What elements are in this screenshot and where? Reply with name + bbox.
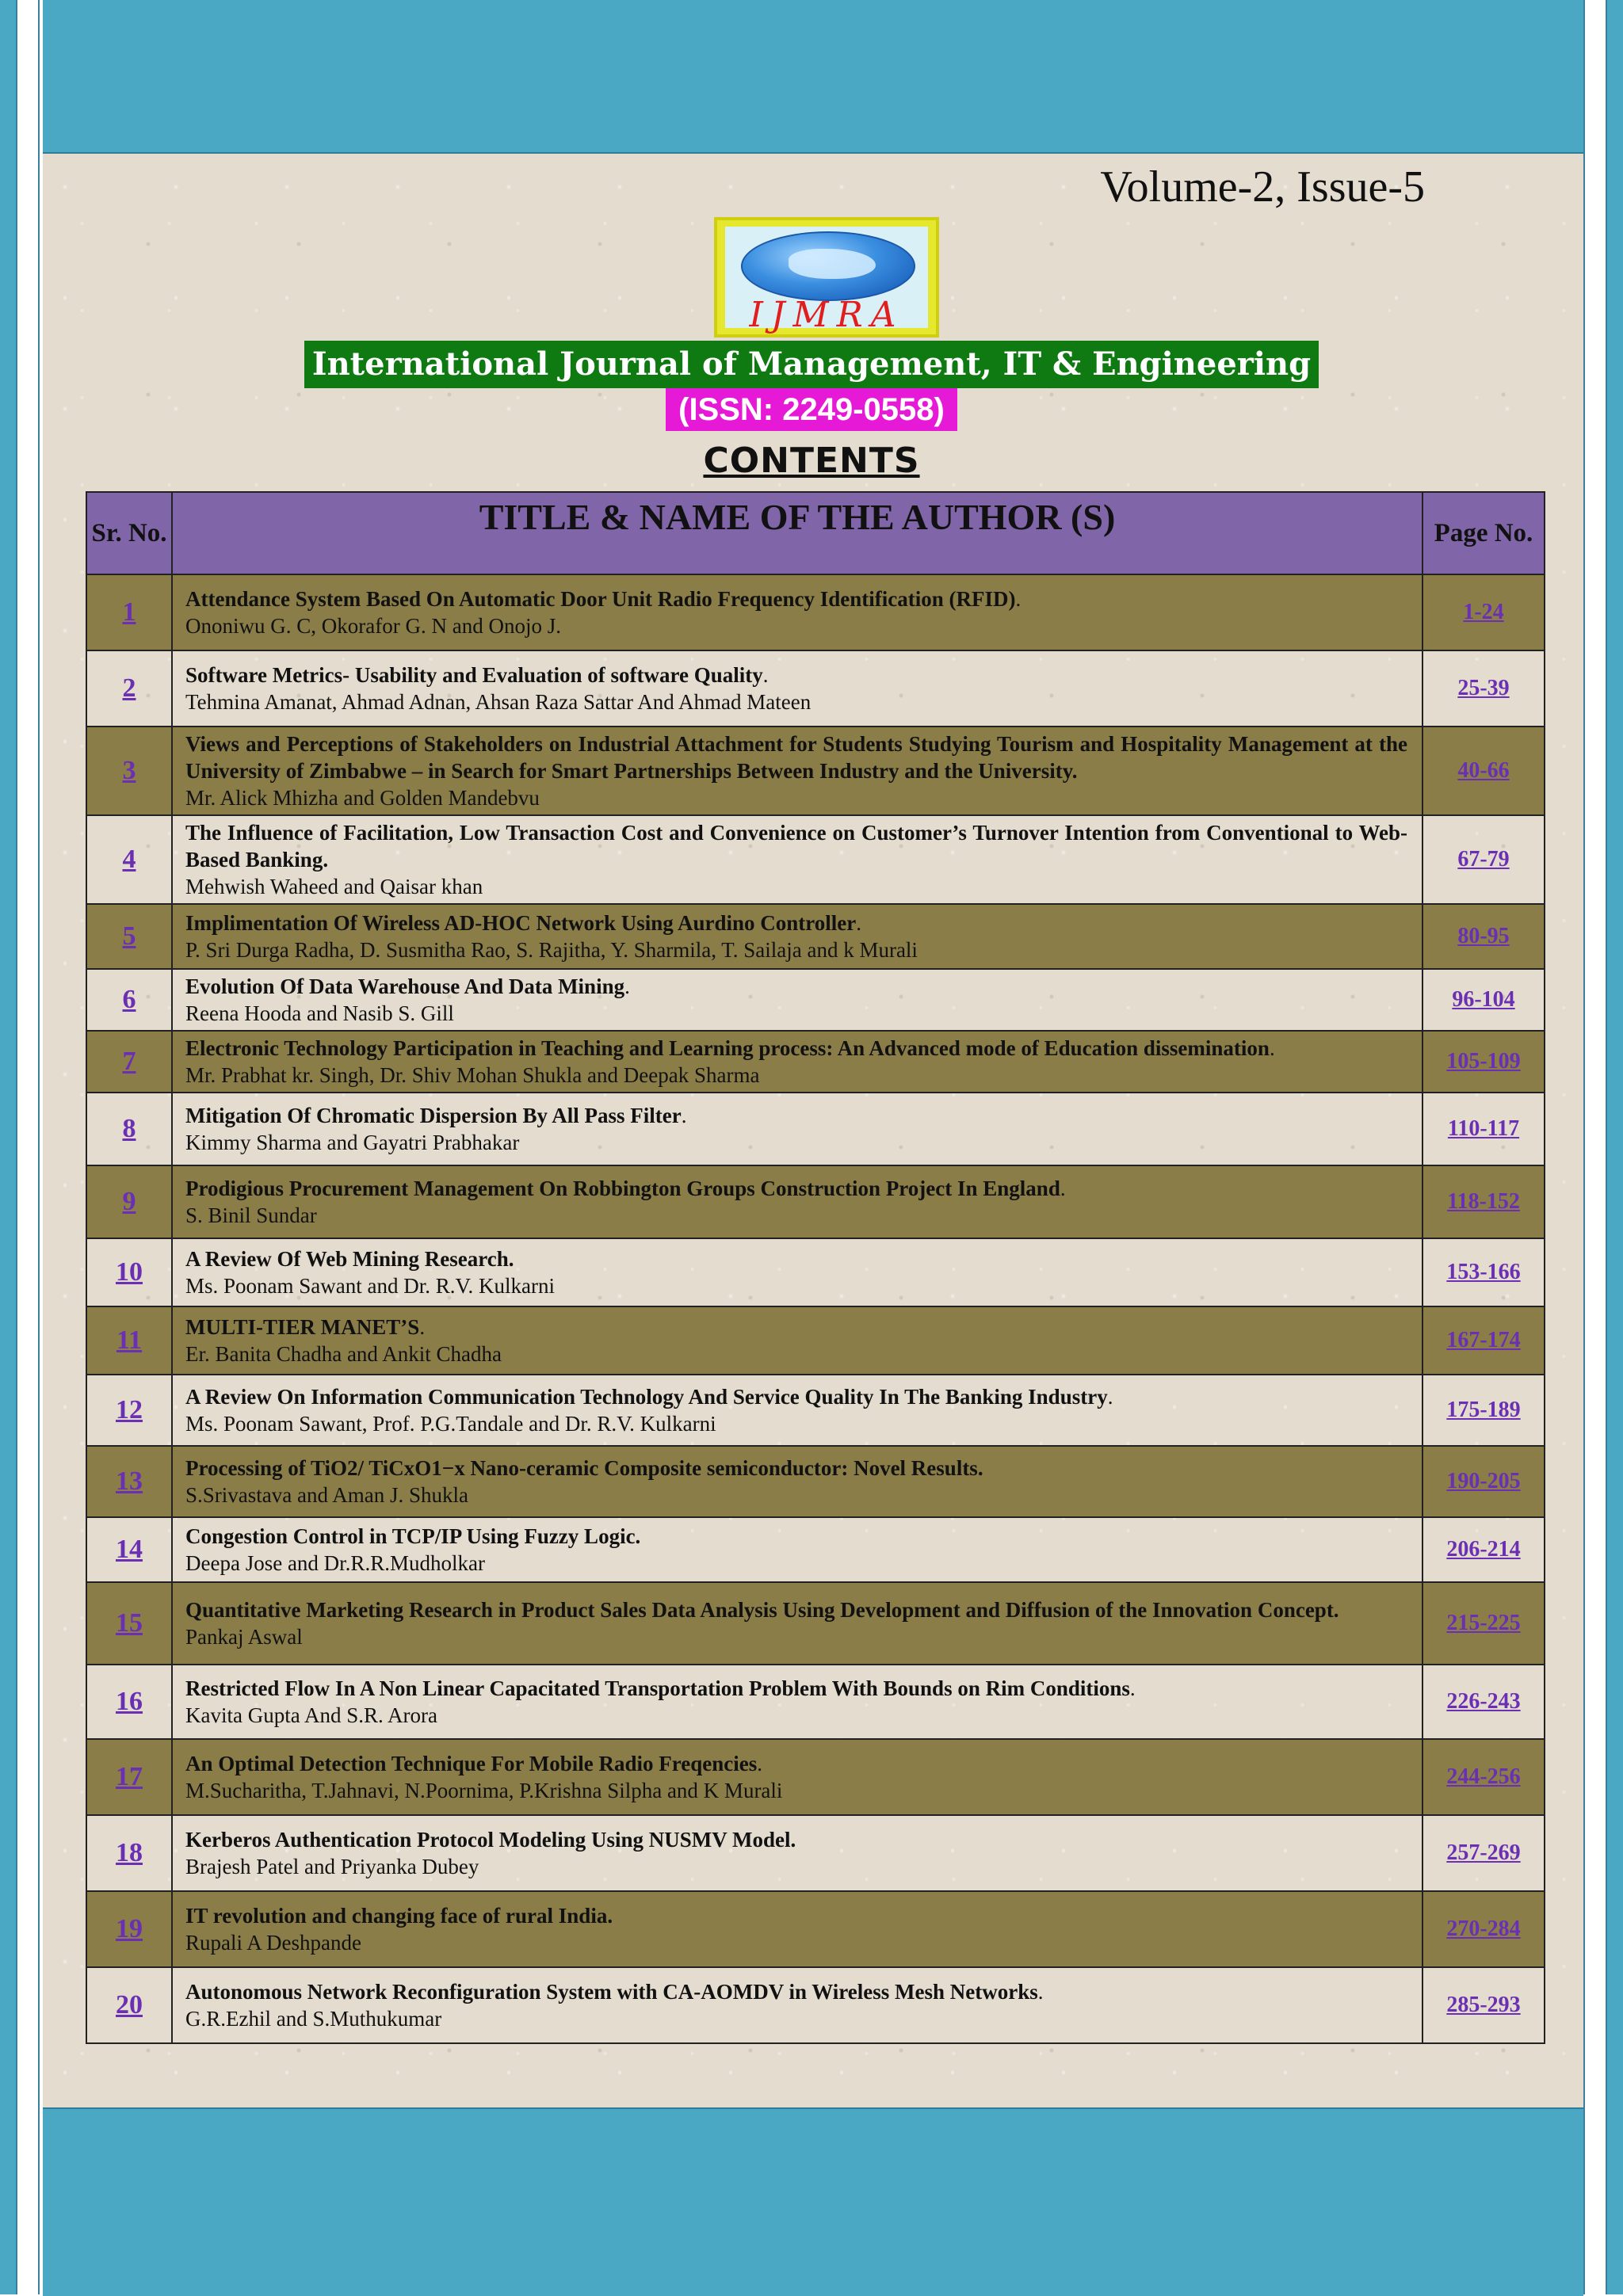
right-frame-edge bbox=[1607, 0, 1623, 2294]
page-range-link[interactable]: 285-293 bbox=[1446, 1993, 1521, 2017]
article-title: Prodigious Procurement Management On Robbington Groups Construction Project In England bbox=[185, 1177, 1060, 1200]
article-authors: S.Srivastava and Aman J. Shukla bbox=[185, 1483, 468, 1507]
table-row bbox=[86, 1238, 1545, 1306]
title-punctuation: . bbox=[419, 1315, 426, 1339]
serial-link[interactable]: 6 bbox=[122, 985, 136, 1014]
row-serial-cell bbox=[86, 1375, 172, 1446]
article-title: Views and Perceptions of Stakeholders on Industrial Attachment for Students Studying Tourism and Hospitality Management at the University of Zimbabwe – in Search for Smart Partnerships Between Industry and the University. bbox=[185, 732, 1407, 783]
article-title: Autonomous Network Reconfiguration System with CA-AOMDV in Wireless Mesh Networks bbox=[185, 1980, 1038, 2004]
page-range-link[interactable]: 190-205 bbox=[1446, 1469, 1521, 1493]
col-header-sr: Sr. No. bbox=[86, 492, 172, 574]
article-authors: Brajesh Patel and Priyanka Dubey bbox=[185, 1855, 479, 1878]
table-row bbox=[86, 574, 1545, 650]
row-entry-cell bbox=[172, 1446, 1423, 1517]
page-range-link[interactable]: 270-284 bbox=[1446, 1917, 1521, 1941]
row-serial-cell bbox=[86, 1165, 172, 1238]
journal-title: International Journal of Management, IT & Engineering bbox=[304, 341, 1319, 388]
article-authors: Ms. Poonam Sawant and Dr. R.V. Kulkarni bbox=[185, 1274, 555, 1298]
article-authors: Deepa Jose and Dr.R.R.Mudholkar bbox=[185, 1551, 485, 1575]
bottom-banner bbox=[43, 2107, 1583, 2296]
row-serial-cell bbox=[86, 1815, 172, 1891]
logo-text: IJMRA bbox=[749, 295, 904, 335]
article-authors: Ms. Poonam Sawant, Prof. P.G.Tandale and Dr. R.V. Kulkarni bbox=[185, 1412, 716, 1436]
row-serial-cell bbox=[86, 969, 172, 1031]
title-punctuation: . bbox=[681, 1104, 687, 1127]
contents-heading: CONTENTS bbox=[703, 441, 920, 481]
title-punctuation: . bbox=[1269, 1036, 1275, 1060]
article-authors: Kimmy Sharma and Gayatri Prabhakar bbox=[185, 1131, 520, 1154]
article-title: Quantitative Marketing Research in Product Sales Data Analysis Using Development and Diffusion of the Innovation Concept. bbox=[185, 1598, 1339, 1622]
row-serial-cell bbox=[86, 1031, 172, 1093]
title-punctuation: . bbox=[757, 1752, 762, 1775]
row-serial-cell bbox=[86, 815, 172, 904]
row-serial-cell bbox=[86, 1446, 172, 1517]
article-title: Kerberos Authentication Protocol Modeling Using NUSMV Model. bbox=[185, 1828, 796, 1852]
article-authors: Mr. Prabhat kr. Singh, Dr. Shiv Mohan Shukla and Deepak Sharma bbox=[185, 1063, 760, 1087]
page-range-link[interactable]: 40-66 bbox=[1457, 758, 1510, 783]
table-row bbox=[86, 1165, 1545, 1238]
page-range-link[interactable]: 153-166 bbox=[1446, 1260, 1521, 1284]
title-punctuation: . bbox=[1107, 1385, 1113, 1409]
row-entry-cell bbox=[172, 727, 1423, 815]
table-row bbox=[86, 1375, 1545, 1446]
row-page-cell bbox=[1423, 650, 1545, 727]
table-row bbox=[86, 1093, 1545, 1165]
table-row bbox=[86, 1891, 1545, 1967]
page-range-link[interactable]: 167-174 bbox=[1446, 1328, 1521, 1352]
article-title: MULTI-TIER MANET’S bbox=[185, 1315, 420, 1339]
article-title: Processing of TiO2/ TiCxO1−x Nano-ceramic Composite semiconductor: Novel Results. bbox=[185, 1456, 983, 1480]
row-serial-cell bbox=[86, 1582, 172, 1665]
title-punctuation: . bbox=[1129, 1676, 1136, 1700]
article-authors: G.R.Ezhil and S.Muthukumar bbox=[185, 2007, 442, 2031]
article-authors: P. Sri Durga Radha, D. Susmitha Rao, S. Rajitha, Y. Sharmila, T. Sailaja and k Murali bbox=[185, 938, 918, 962]
table-row bbox=[86, 1967, 1545, 2043]
row-entry-cell bbox=[172, 1582, 1423, 1665]
page-range-link[interactable]: 67-79 bbox=[1457, 847, 1510, 871]
volume-issue: Volume-2, Issue-5 bbox=[1100, 162, 1425, 212]
article-authors: Er. Banita Chadha and Ankit Chadha bbox=[185, 1342, 502, 1366]
serial-link[interactable]: 19 bbox=[116, 1914, 143, 1943]
serial-link[interactable]: 11 bbox=[116, 1325, 143, 1355]
contents-table bbox=[86, 491, 1545, 2044]
table-row bbox=[86, 969, 1545, 1031]
row-page-cell bbox=[1423, 1165, 1545, 1238]
row-page-cell bbox=[1423, 727, 1545, 815]
title-punctuation: . bbox=[1015, 587, 1022, 611]
row-page-cell bbox=[1423, 1967, 1545, 2043]
article-authors: S. Binil Sundar bbox=[185, 1203, 317, 1227]
right-frame-gap bbox=[1583, 0, 1607, 2294]
page-range-link[interactable]: 244-256 bbox=[1446, 1764, 1521, 1789]
row-serial-cell bbox=[86, 1517, 172, 1582]
article-title: Congestion Control in TCP/IP Using Fuzzy Logic. bbox=[185, 1524, 641, 1548]
article-title: Evolution Of Data Warehouse And Data Mining bbox=[185, 974, 625, 998]
serial-link[interactable]: 5 bbox=[122, 921, 136, 951]
table-row bbox=[86, 727, 1545, 815]
serial-link[interactable]: 3 bbox=[122, 756, 136, 785]
row-entry-cell bbox=[172, 815, 1423, 904]
article-authors: Pankaj Aswal bbox=[185, 1625, 303, 1649]
table-row bbox=[86, 1739, 1545, 1815]
article-title: The Influence of Facilitation, Low Transaction Cost and Convenience on Customer’s Turnover Intention from Conventional to Web-Based Banking. bbox=[185, 821, 1407, 871]
serial-link[interactable]: 14 bbox=[116, 1535, 143, 1564]
table-body bbox=[86, 574, 1545, 2043]
article-authors: M.Sucharitha, T.Jahnavi, N.Poornima, P.Krishna Silpha and K Murali bbox=[185, 1779, 783, 1802]
row-entry-cell bbox=[172, 1375, 1423, 1446]
top-banner bbox=[43, 0, 1583, 154]
serial-link[interactable]: 8 bbox=[122, 1114, 136, 1143]
row-entry-cell bbox=[172, 1093, 1423, 1165]
row-serial-cell bbox=[86, 650, 172, 727]
table-row bbox=[86, 1306, 1545, 1375]
page-range-link[interactable]: 226-243 bbox=[1446, 1689, 1521, 1714]
page-range-link[interactable]: 96-104 bbox=[1452, 987, 1515, 1012]
article-title: A Review On Information Communication Technology And Service Quality In The Banking Industry bbox=[185, 1385, 1108, 1409]
row-serial-cell bbox=[86, 1306, 172, 1375]
row-entry-cell bbox=[172, 1891, 1423, 1967]
page-range-link[interactable]: 206-214 bbox=[1446, 1537, 1521, 1562]
article-authors: Mehwish Waheed and Qaisar khan bbox=[185, 875, 483, 898]
serial-link[interactable]: 20 bbox=[116, 1990, 143, 2019]
row-page-cell bbox=[1423, 1582, 1545, 1665]
globe-icon bbox=[741, 231, 915, 301]
journal-logo bbox=[714, 217, 939, 338]
article-authors: Tehmina Amanat, Ahmad Adnan, Ahsan Raza Sattar And Ahmad Mateen bbox=[185, 690, 812, 714]
row-serial-cell bbox=[86, 727, 172, 815]
table-row bbox=[86, 904, 1545, 969]
row-page-cell bbox=[1423, 904, 1545, 969]
row-page-cell bbox=[1423, 574, 1545, 650]
row-serial-cell bbox=[86, 1238, 172, 1306]
row-serial-cell bbox=[86, 1891, 172, 1967]
issn-badge: (ISSN: 2249-0558) bbox=[666, 388, 957, 431]
article-authors: Reena Hooda and Nasib S. Gill bbox=[185, 1001, 454, 1025]
row-entry-cell bbox=[172, 904, 1423, 969]
serial-link[interactable]: 17 bbox=[116, 1762, 143, 1791]
serial-link[interactable]: 4 bbox=[122, 845, 136, 874]
row-serial-cell bbox=[86, 1665, 172, 1739]
row-entry-cell bbox=[172, 1165, 1423, 1238]
row-page-cell bbox=[1423, 1093, 1545, 1165]
serial-link[interactable]: 1 bbox=[122, 597, 136, 627]
page-range-link[interactable]: 80-95 bbox=[1457, 924, 1510, 948]
article-title: Electronic Technology Participation in Teaching and Learning process: An Advanced mode of Education dissemination bbox=[185, 1036, 1270, 1060]
serial-link[interactable]: 16 bbox=[116, 1687, 143, 1716]
serial-link[interactable]: 7 bbox=[122, 1047, 136, 1076]
table-row bbox=[86, 815, 1545, 904]
serial-link[interactable]: 9 bbox=[122, 1187, 136, 1216]
article-title: Attendance System Based On Automatic Door Unit Radio Frequency Identification (RFID) bbox=[185, 587, 1016, 611]
table-row bbox=[86, 1665, 1545, 1739]
col-header-page: Page No. bbox=[1423, 492, 1545, 574]
row-page-cell bbox=[1423, 1306, 1545, 1375]
article-title: Mitigation Of Chromatic Dispersion By All Pass Filter bbox=[185, 1104, 682, 1127]
left-frame-edge bbox=[0, 0, 16, 2294]
row-page-cell bbox=[1423, 1517, 1545, 1582]
row-page-cell bbox=[1423, 1891, 1545, 1967]
row-entry-cell bbox=[172, 1517, 1423, 1582]
row-entry-cell bbox=[172, 1665, 1423, 1739]
article-authors: Ononiwu G. C, Okorafor G. N and Onojo J. bbox=[185, 614, 561, 638]
row-page-cell bbox=[1423, 1739, 1545, 1815]
article-title: Software Metrics- Usability and Evaluation of software Quality bbox=[185, 663, 763, 687]
page-range-link[interactable]: 105-109 bbox=[1446, 1049, 1521, 1074]
row-entry-cell bbox=[172, 1739, 1423, 1815]
table-row bbox=[86, 1582, 1545, 1665]
page-range-link[interactable]: 215-225 bbox=[1446, 1611, 1521, 1635]
table-row bbox=[86, 1031, 1545, 1093]
row-entry-cell bbox=[172, 969, 1423, 1031]
serial-link[interactable]: 13 bbox=[116, 1466, 143, 1496]
row-entry-cell bbox=[172, 1815, 1423, 1891]
page-range-link[interactable]: 118-152 bbox=[1447, 1189, 1520, 1214]
serial-link[interactable]: 12 bbox=[116, 1395, 143, 1425]
left-frame-gap bbox=[16, 0, 40, 2294]
table-row bbox=[86, 1446, 1545, 1517]
page-range-link[interactable]: 1-24 bbox=[1463, 600, 1504, 624]
title-punctuation: . bbox=[1037, 1980, 1044, 2004]
article-title: Implimentation Of Wireless AD-HOC Network Using Aurdino Controller bbox=[185, 911, 857, 935]
page-range-link[interactable]: 25-39 bbox=[1457, 676, 1510, 700]
article-title: IT revolution and changing face of rural India. bbox=[185, 1904, 613, 1928]
row-serial-cell bbox=[86, 904, 172, 969]
row-page-cell bbox=[1423, 969, 1545, 1031]
row-entry-cell bbox=[172, 650, 1423, 727]
row-entry-cell bbox=[172, 1306, 1423, 1375]
row-page-cell bbox=[1423, 1375, 1545, 1446]
row-entry-cell bbox=[172, 1238, 1423, 1306]
page-range-link[interactable]: 257-269 bbox=[1446, 1840, 1521, 1865]
row-serial-cell bbox=[86, 1967, 172, 2043]
row-entry-cell bbox=[172, 1967, 1423, 2043]
article-authors: Mr. Alick Mhizha and Golden Mandebvu bbox=[185, 786, 540, 810]
table-row bbox=[86, 1517, 1545, 1582]
table-row bbox=[86, 1815, 1545, 1891]
row-serial-cell bbox=[86, 1093, 172, 1165]
row-page-cell bbox=[1423, 1446, 1545, 1517]
row-entry-cell bbox=[172, 1031, 1423, 1093]
page-range-link[interactable]: 110-117 bbox=[1447, 1116, 1520, 1141]
article-authors: Kavita Gupta And S.R. Arora bbox=[185, 1703, 437, 1727]
title-punctuation: . bbox=[624, 974, 630, 998]
table-row bbox=[86, 650, 1545, 727]
row-page-cell bbox=[1423, 1238, 1545, 1306]
article-title: Restricted Flow In A Non Linear Capacitated Transportation Problem With Bounds on Rim Conditions bbox=[185, 1676, 1130, 1700]
article-title: A Review Of Web Mining Research. bbox=[185, 1247, 514, 1271]
row-page-cell bbox=[1423, 1031, 1545, 1093]
article-authors: Rupali A Deshpande bbox=[185, 1931, 361, 1955]
serial-link[interactable]: 10 bbox=[116, 1257, 143, 1287]
title-punctuation: . bbox=[1060, 1177, 1066, 1200]
row-page-cell bbox=[1423, 815, 1545, 904]
table-header-row bbox=[86, 492, 1545, 574]
serial-link[interactable]: 15 bbox=[116, 1608, 143, 1638]
serial-link[interactable]: 18 bbox=[116, 1838, 143, 1867]
row-page-cell bbox=[1423, 1665, 1545, 1739]
row-entry-cell bbox=[172, 574, 1423, 650]
row-page-cell bbox=[1423, 1815, 1545, 1891]
article-title: An Optimal Detection Technique For Mobile Radio Freqencies bbox=[185, 1752, 758, 1775]
row-serial-cell bbox=[86, 1739, 172, 1815]
col-header-title: TITLE & NAME OF THE AUTHOR (S) bbox=[172, 492, 1423, 574]
serial-link[interactable]: 2 bbox=[122, 673, 136, 703]
page-range-link[interactable]: 175-189 bbox=[1446, 1398, 1521, 1422]
title-punctuation: . bbox=[856, 911, 862, 935]
title-punctuation: . bbox=[762, 663, 769, 687]
row-serial-cell bbox=[86, 574, 172, 650]
